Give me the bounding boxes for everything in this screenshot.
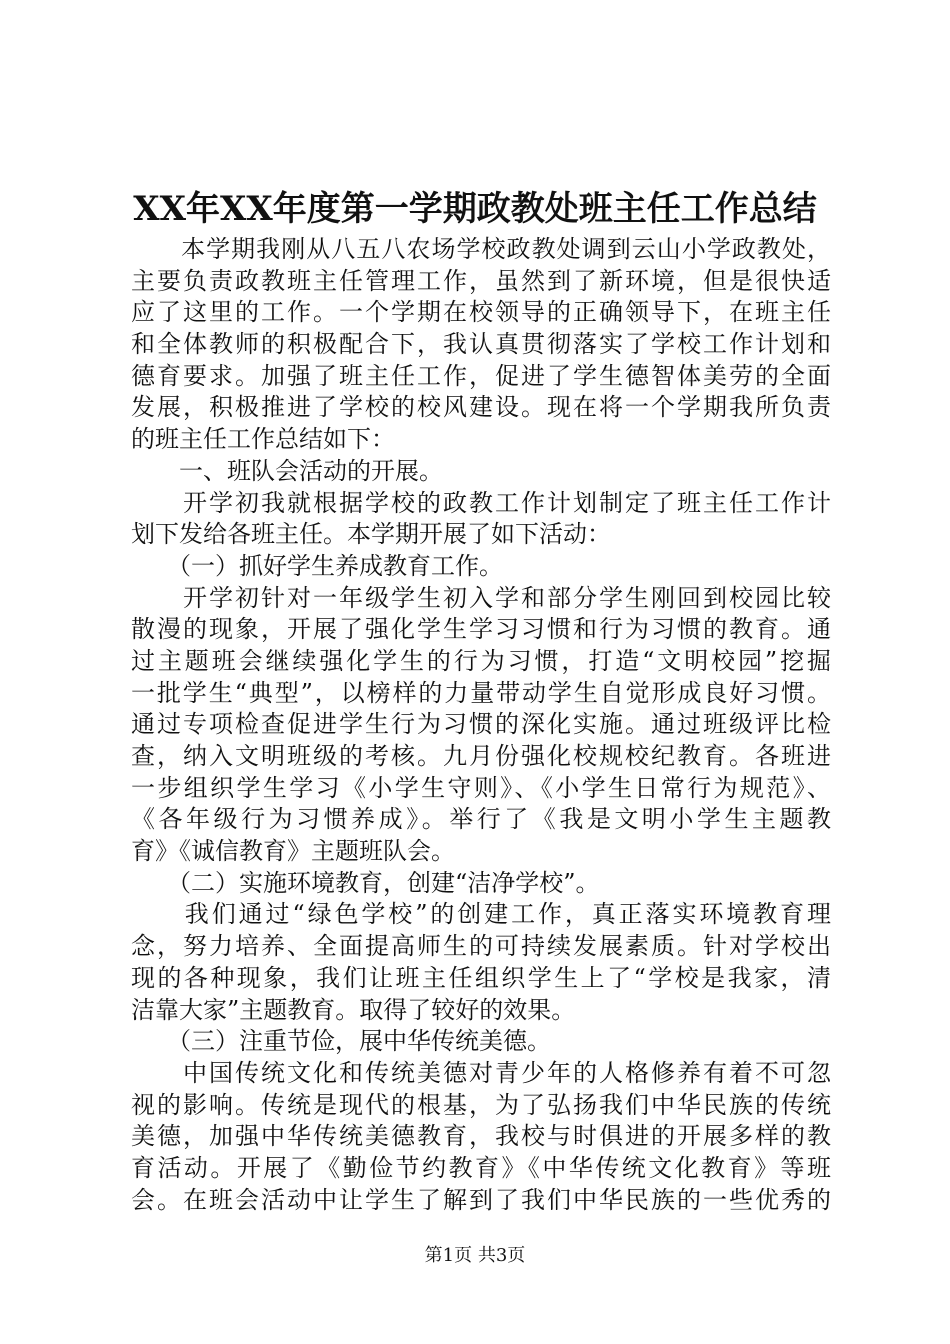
- text-line: 散漫的现象，开展了强化学生学习习惯和行为习惯的教育。通: [131, 615, 831, 644]
- page-title: XX年XX年度第一学期政教处班主任工作总结: [133, 189, 817, 229]
- text-line: 德育要求。加强了班主任工作，促进了学生德智体美劳的全面: [131, 361, 831, 390]
- text-line: 开学初针对一年级学生初入学和部分学生刚回到校园比较: [131, 583, 831, 612]
- text-line: 查，纳入文明班级的考核。九月份强化校规校纪教育。各班进: [131, 742, 831, 770]
- text-line: 中国传统文化和传统美德对青少年的人格修养有着不可忽: [131, 1058, 831, 1087]
- text-line: 洁靠大家”主题教育。取得了较好的效果。: [131, 995, 576, 1024]
- text-line: （二）实施环境教育，创建“洁净学校”。: [131, 868, 600, 897]
- text-line: 一步组织学生学习《小学生守则》、《小学生日常行为规范》、: [131, 773, 831, 802]
- text-line: 通过专项检查促进学生行为习惯的深化实施。通过班级评比检: [131, 710, 831, 739]
- text-line: 育活动。开展了《勤俭节约教育》《中华传统文化教育》等班: [131, 1153, 831, 1182]
- text-line: 应了这里的工作。一个学期在校领导的正确领导下，在班主任: [131, 298, 831, 327]
- text-line: 一、班队会活动的开展。: [131, 456, 443, 485]
- text-line: 过主题班会继续强化学生的行为习惯，打造“文明校园”挖掘: [131, 646, 831, 675]
- page-footer: 第1页 共3页: [424, 1245, 526, 1266]
- document-body: [131, 234, 831, 1216]
- text-line: 会。在班会活动中让学生了解到了我们中华民族的一些优秀的: [131, 1185, 831, 1214]
- text-line: 本学期我刚从八五八农场学校政教处调到云山小学政教处，: [131, 235, 831, 263]
- text-line: 和全体教师的积极配合下，我认真贯彻落实了学校工作计划和: [131, 330, 831, 359]
- text-line: 现的各种现象，我们让班主任组织学生上了“学校是我家，清: [131, 963, 831, 992]
- text-line: 念，努力培养、全面提高师生的可持续发展素质。针对学校出: [131, 932, 831, 961]
- text-line: 育》《诚信教育》主题班队会。: [131, 837, 455, 866]
- text-line: 我们通过“绿色学校”的创建工作，真正落实环境教育理: [131, 900, 831, 929]
- text-line: 的班主任工作总结如下：: [131, 425, 395, 454]
- text-line: 发展，积极推进了学校的校风建设。现在将一个学期我所负责: [131, 393, 831, 422]
- text-line: （一）抓好学生养成教育工作。: [131, 551, 503, 580]
- text-line: 主要负责政教班主任管理工作，虽然到了新环境，但是很快适: [131, 266, 831, 295]
- text-line: 划下发给各班主任。本学期开展了如下活动：: [131, 520, 611, 549]
- text-line: 视的影响。传统是现代的根基，为了弘扬我们中华民族的传统: [131, 1090, 831, 1119]
- text-line: （三）注重节俭，展中华传统美德。: [131, 1027, 551, 1056]
- text-line: 美德，加强中华传统美德教育，我校与时俱进的开展多样的教: [131, 1122, 831, 1151]
- text-line: 一批学生“典型”，以榜样的力量带动学生自觉形成良好习惯。: [131, 678, 831, 707]
- text-line: 开学初我就根据学校的政教工作计划制定了班主任工作计: [131, 488, 831, 517]
- text-line: 《各年级行为习惯养成》。举行了《我是文明小学生主题教: [131, 805, 831, 834]
